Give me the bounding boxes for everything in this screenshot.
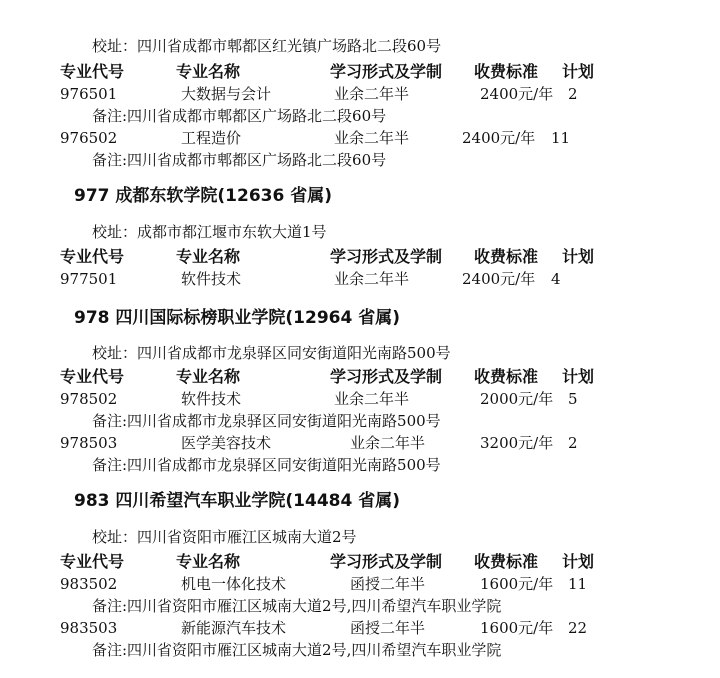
school-address: 校址：四川省资阳市雁江区城南大道2号 xyxy=(92,528,357,546)
col-name-header: 专业名称 xyxy=(176,62,241,81)
col-fee-header: 收费标准 xyxy=(474,62,539,81)
program-fee: 1600元/年 xyxy=(480,619,554,637)
col-mode-header: 学习形式及学制 xyxy=(330,367,443,386)
program-name: 大数据与会计 xyxy=(181,85,272,103)
program-plan: 2 xyxy=(568,85,578,103)
program-code: 983502 xyxy=(60,575,118,593)
school-title: 983 四川希望汽车职业学院(14484 省属) xyxy=(74,491,401,511)
program-note: 备注:四川省成都市龙泉驿区同安街道阳光南路500号 xyxy=(92,412,441,430)
school-address: 校址：成都市都江堰市东软大道1号 xyxy=(92,223,327,241)
program-note: 备注:四川省成都市龙泉驿区同安街道阳光南路500号 xyxy=(92,456,441,474)
program-mode: 业余二年半 xyxy=(350,434,426,452)
col-code-header: 专业代号 xyxy=(60,367,125,386)
col-mode-header: 学习形式及学制 xyxy=(330,552,443,571)
program-fee: 1600元/年 xyxy=(480,575,554,593)
col-fee-header: 收费标准 xyxy=(474,552,539,571)
program-plan: 11 xyxy=(568,575,588,593)
program-note: 备注:四川省资阳市雁江区城南大道2号,四川希望汽车职业学院 xyxy=(92,597,502,615)
col-name-header: 专业名称 xyxy=(176,552,241,571)
program-name: 机电一体化技术 xyxy=(181,575,287,593)
col-mode-header: 学习形式及学制 xyxy=(330,247,443,266)
col-fee-header: 收费标准 xyxy=(474,367,539,386)
col-mode-header: 学习形式及学制 xyxy=(330,62,443,81)
program-mode: 函授二年半 xyxy=(350,575,426,593)
program-fee: 3200元/年 xyxy=(480,434,554,452)
program-name: 软件技术 xyxy=(181,270,242,288)
program-note: 备注:四川省成都市郫都区广场路北二段60号 xyxy=(92,107,387,125)
col-code-header: 专业代号 xyxy=(60,552,125,571)
program-mode: 函授二年半 xyxy=(350,619,426,637)
program-plan: 5 xyxy=(568,390,578,408)
col-name-header: 专业名称 xyxy=(176,367,241,386)
program-plan: 11 xyxy=(551,129,571,147)
program-code: 983503 xyxy=(60,619,118,637)
program-code: 978503 xyxy=(60,434,118,452)
program-code: 976501 xyxy=(60,85,118,103)
col-code-header: 专业代号 xyxy=(60,247,125,266)
program-fee: 2400元/年 xyxy=(480,85,554,103)
program-name: 医学美容技术 xyxy=(181,434,272,452)
program-plan: 4 xyxy=(551,270,561,288)
program-code: 976502 xyxy=(60,129,118,147)
program-note: 备注:四川省资阳市雁江区城南大道2号,四川希望汽车职业学院 xyxy=(92,641,502,659)
school-title: 978 四川国际标榜职业学院(12964 省属) xyxy=(74,308,401,328)
school-address: 校址：四川省成都市龙泉驿区同安街道阳光南路500号 xyxy=(92,344,451,362)
col-code-header: 专业代号 xyxy=(60,62,125,81)
program-mode: 业余二年半 xyxy=(334,390,410,408)
program-mode: 业余二年半 xyxy=(334,270,410,288)
program-note: 备注:四川省成都市郫都区广场路北二段60号 xyxy=(92,151,387,169)
program-mode: 业余二年半 xyxy=(334,129,410,147)
school-title: 977 成都东软学院(12636 省属) xyxy=(74,186,333,206)
program-code: 978502 xyxy=(60,390,118,408)
program-code: 977501 xyxy=(60,270,118,288)
program-fee: 2000元/年 xyxy=(480,390,554,408)
program-name: 软件技术 xyxy=(181,390,242,408)
col-plan-header: 计划 xyxy=(562,367,595,386)
col-name-header: 专业名称 xyxy=(176,247,241,266)
col-fee-header: 收费标准 xyxy=(474,247,539,266)
program-fee: 2400元/年 xyxy=(462,270,536,288)
col-plan-header: 计划 xyxy=(562,552,595,571)
program-name: 工程造价 xyxy=(181,129,242,147)
program-mode: 业余二年半 xyxy=(334,85,410,103)
program-name: 新能源汽车技术 xyxy=(181,619,287,637)
program-fee: 2400元/年 xyxy=(462,129,536,147)
school-address: 校址：四川省成都市郫都区红光镇广场路北二段60号 xyxy=(92,37,442,55)
program-plan: 2 xyxy=(568,434,578,452)
program-plan: 22 xyxy=(568,619,588,637)
col-plan-header: 计划 xyxy=(562,62,595,81)
col-plan-header: 计划 xyxy=(562,247,595,266)
